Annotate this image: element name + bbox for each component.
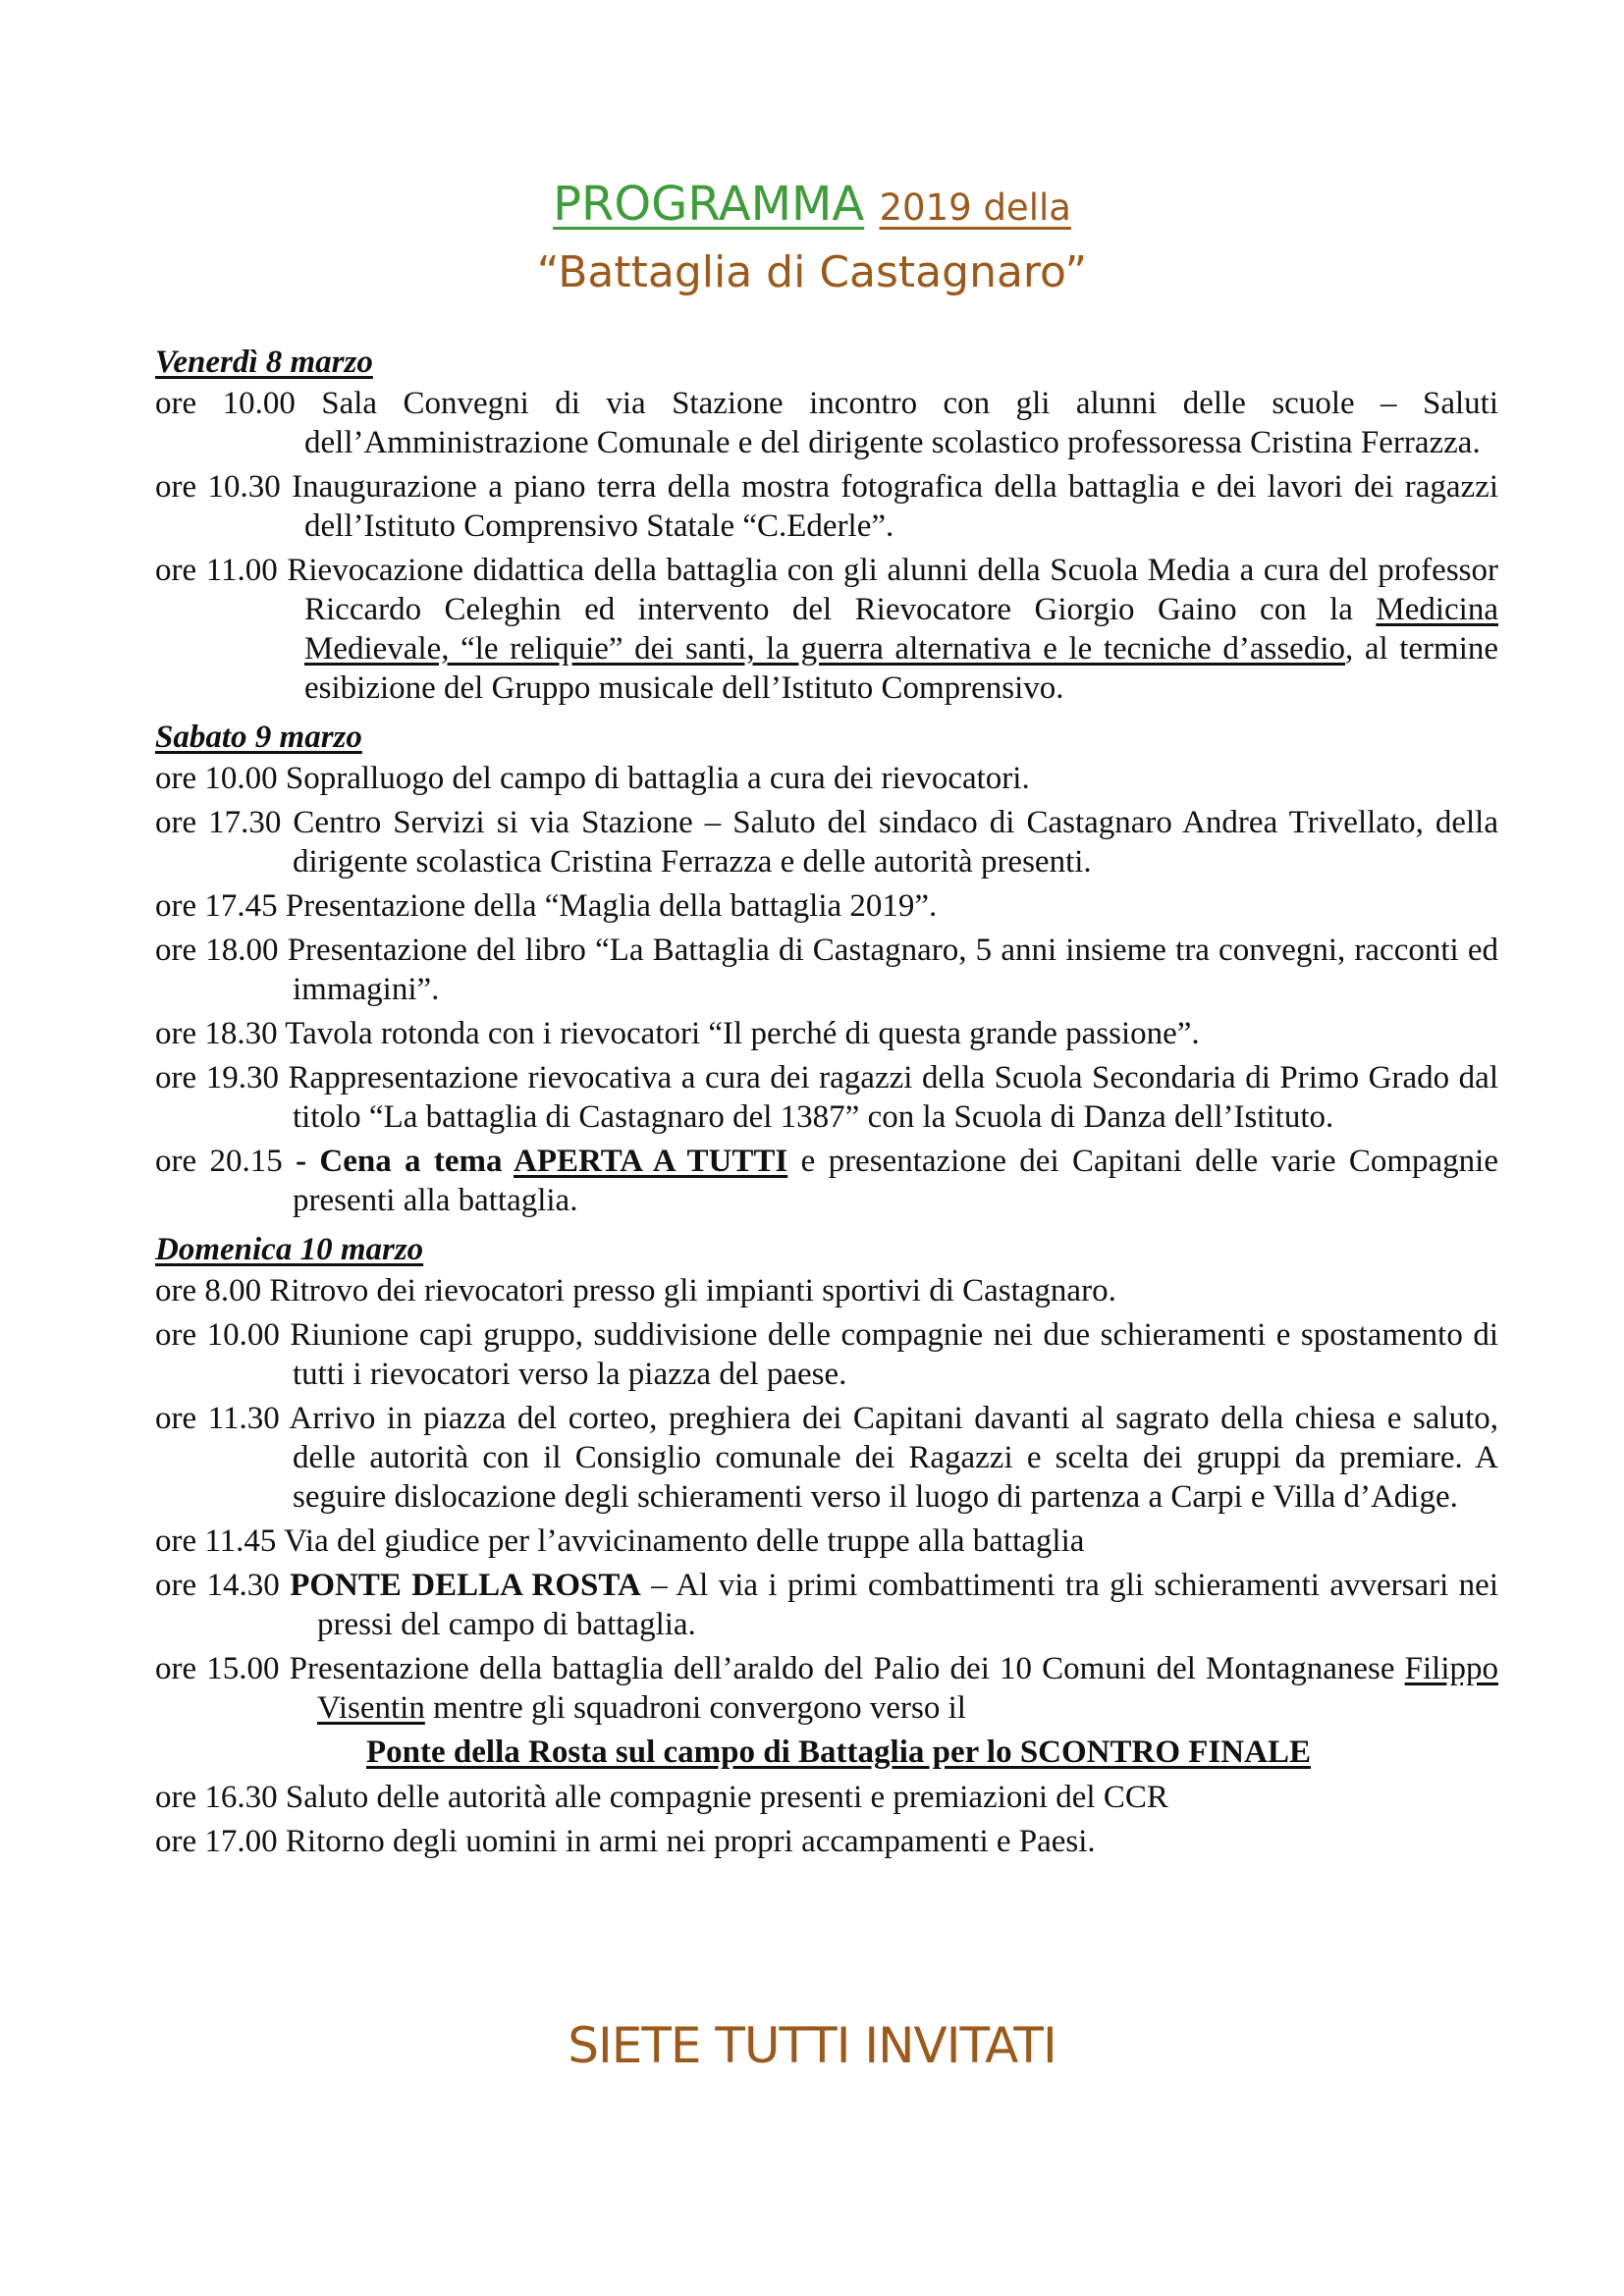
schedule-entry: ore 18.00 Presentazione del libro “La Battaglia di Castagnaro, 5 anni insieme tra convegni, racconti ed immagini”. bbox=[155, 933, 1498, 1007]
schedule-entry: ore 17.45 Presentazione della “Maglia della battaglia 2019”. bbox=[155, 888, 938, 924]
program-title bbox=[0, 175, 1624, 238]
schedule-entry: ore 10.00 Sopralluogo del campo di battaglia a cura dei rievocatori. bbox=[155, 761, 1030, 796]
schedule-entry bbox=[155, 1142, 1498, 1220]
schedule-entry: ore 17.00 Ritorno degli uomini in armi nei propri accampamenti e Paesi. bbox=[155, 1824, 1096, 1859]
entry-underlined-name: Filippo Visentin bbox=[317, 1651, 1498, 1726]
schedule-entry: ore 10.00 Sala Convegni di via Stazione incontro con gli alunni delle scuole – Saluti dell’Amministrazione Comunale e del dirigente scolastico professoressa Cristina Ferrazza. bbox=[155, 386, 1498, 460]
schedule-entry: ore 19.30 Rappresentazione rievocativa a cura dei ragazzi della Scuola Secondaria di Primo Grado dal titolo “La battaglia di Castagnaro del 1387” con la Scuola di Danza dell’Istituto. bbox=[155, 1060, 1498, 1135]
event-title: “Battaglia di Castagnaro” bbox=[536, 247, 1088, 297]
entry-text: e presentazione dei Capitani delle varie Compagnie presenti alla battaglia. bbox=[293, 1144, 1498, 1218]
entry-bold: PONTE DELLA ROSTA bbox=[290, 1568, 641, 1603]
entry-text: ore 15.00 Presentazione della battaglia dell’araldo del Palio dei 10 Comuni del Montagnanese bbox=[155, 1651, 1405, 1686]
schedule-entry: ore 16.30 Saluto delle autorità alle compagnie presenti e premiazioni del CCR bbox=[155, 1780, 1168, 1815]
schedule-entry: ore 11.45 Via del giudice per l’avvicinamento delle truppe alla battaglia bbox=[155, 1523, 1085, 1559]
entry-bold: - Cena a tema bbox=[296, 1144, 514, 1179]
schedule-entry: ore 17.30 Centro Servizi si via Stazione – Saluto del sindaco di Castagnaro Andrea Trivellato, della dirigente scolastica Cristina Ferrazza e delle autorità presenti. bbox=[155, 805, 1498, 880]
schedule-entry: ore 10.30 Inaugurazione a piano terra della mostra fotografica della battaglia e dei lavori dei ragazzi dell’Istituto Comprensivo Statale “C.Ederle”. bbox=[155, 469, 1498, 544]
title-year: 2019 della bbox=[879, 187, 1071, 229]
final-battle-highlight: Ponte della Rosta sul campo di Battaglia per lo SCONTRO FINALE bbox=[366, 1735, 1311, 1770]
day-heading-saturday: Sabato 9 marzo bbox=[155, 720, 362, 755]
entry-text: – Al via i primi combattimenti tra gli schieramenti avversari nei pressi del campo di battaglia. bbox=[317, 1568, 1498, 1642]
schedule-entry bbox=[155, 1649, 1498, 1728]
entry-underlined-topics: Medicina Medievale, “le reliquie” dei santi, la guerra alternativa e le tecniche d’assedio bbox=[304, 592, 1498, 667]
entry-text: ore 11.00 Rievocazione didattica della battaglia con gli alunni della Scuola Media a cura del professor Riccardo Celeghin ed intervento del Rievocatore Giorgio Gaino con la bbox=[155, 553, 1498, 627]
schedule-entry: ore 11.30 Arrivo in piazza del corteo, preghiera dei Capitani davanti al sagrato della chiesa e saluto, delle autorità con il Consiglio comunale dei Ragazzi e scelta dei gruppi da premiare. A seguire dislocazione degli schieramenti verso il luogo di partenza a Carpi e Villa d’Adige. bbox=[155, 1401, 1498, 1515]
schedule-entry bbox=[155, 551, 1498, 708]
schedule-entry: ore 8.00 Ritrovo dei rievocatori presso gli impianti sportivi di Castagnaro. bbox=[155, 1273, 1116, 1308]
schedule-entry: ore 10.00 Riunione capi gruppo, suddivisione delle compagnie nei due schieramenti e spostamento di tutti i rievocatori verso la piazza del paese. bbox=[155, 1317, 1498, 1392]
program-body bbox=[155, 339, 1498, 1866]
entry-bold-underlined: APERTA A TUTTI bbox=[514, 1144, 788, 1179]
schedule-entry: ore 18.30 Tavola rotonda con i rievocatori “Il perché di questa grande passione”. bbox=[155, 1016, 1200, 1051]
day-heading-sunday: Domenica 10 marzo bbox=[155, 1232, 424, 1267]
entry-text: mentre gli squadroni convergono verso il bbox=[424, 1690, 966, 1726]
entry-time: ore 14.30 bbox=[155, 1568, 291, 1603]
entry-text: , al termine esibizione del Gruppo musicale dell’Istituto Comprensivo. bbox=[304, 631, 1499, 706]
entry-time: ore 20.15 bbox=[155, 1144, 297, 1179]
day-heading-friday: Venerdì 8 marzo bbox=[155, 345, 373, 380]
closing-invitation: SIETE TUTTI INVITATI bbox=[568, 2017, 1056, 2074]
schedule-entry bbox=[155, 1566, 1498, 1644]
title-programma: PROGRAMMA bbox=[553, 177, 865, 232]
